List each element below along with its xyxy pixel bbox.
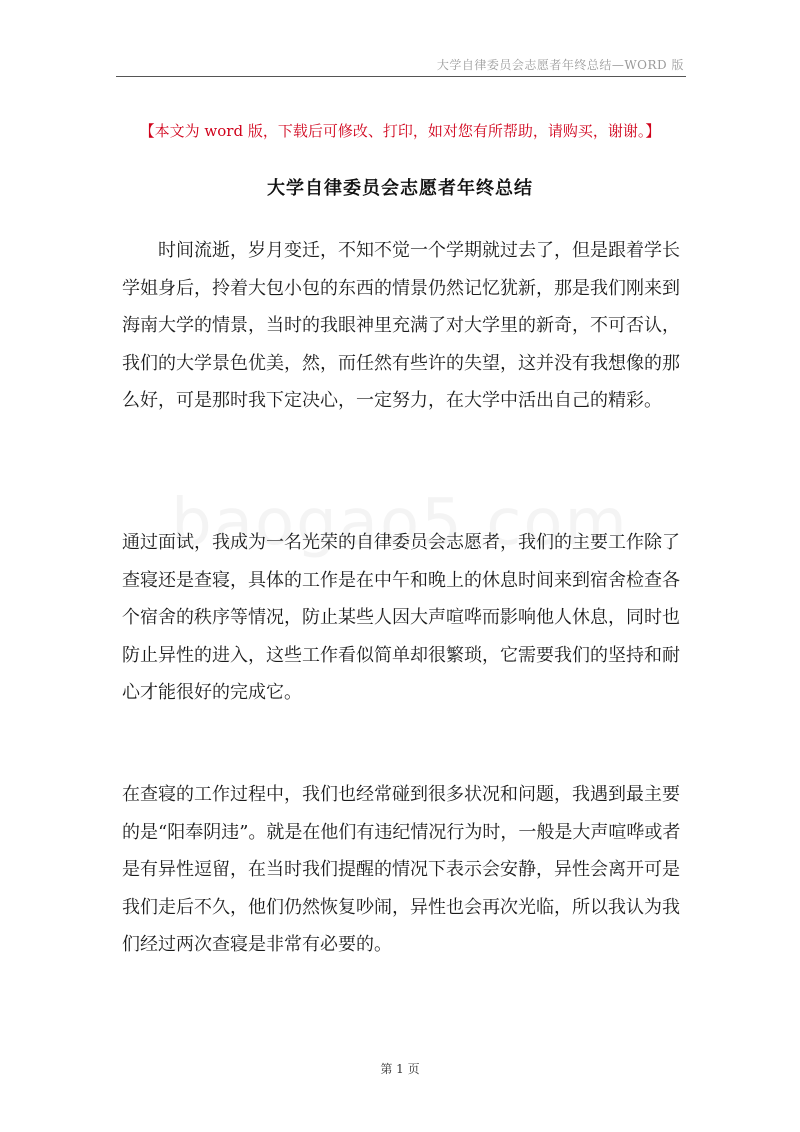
page-number: 第 1 页 [380, 1062, 420, 1076]
header-divider [116, 76, 686, 77]
paragraph-1: 时间流逝，岁月变迁，不知不觉一个学期就过去了，但是跟着学长学姐身后，拎着大包小包的东西的情景仍然记忆犹新，那是我们刚来到海南大学的情景，当时的我眼神里充满了对大学里的新奇，不可否认，我们的大学景色优美，然，而任然有些许的失望，这并没有我想像的那么好，可是那时我下定决心，一定努力，在大学中活出自己的精彩。 [122, 240, 680, 411]
purchase-notice: 【本文为 word 版，下载后可修改、打印，如对您有所帮助，请购买，谢谢。】 [139, 122, 661, 140]
paragraph-3: 在查寝的工作过程中，我们也经常碰到很多状况和问题，我遇到最主要的是“阳奉阴违”。就是在他们有违纪情况行为时，一般是大声喧哗或者是有异性逗留，在当时我们提醒的情况下表示会安静，异性会离开可是我们走后不久，他们仍然恢复吵闹，异性也会再次光临，所以我认为我们经过两次查寝是非常有必要的。 [122, 784, 681, 955]
document-title: 大学自律委员会志愿者年终总结 [267, 178, 533, 199]
running-header: 大学自律委员会志愿者年终总结—WORD 版 [436, 58, 684, 72]
paragraph-2: 通过面试，我成为一名光荣的自律委员会志愿者，我们的主要工作除了查寝还是查寝，具体的工作是在中午和晚上的休息时间来到宿舍检查各个宿舍的秩序等情况，防止某些人因大声喧哗而影响他人休息，同时也防止异性的进入，这些工作看似简单却很繁琐，它需要我们的坚持和耐心才能很好的完成它。 [122, 532, 680, 703]
